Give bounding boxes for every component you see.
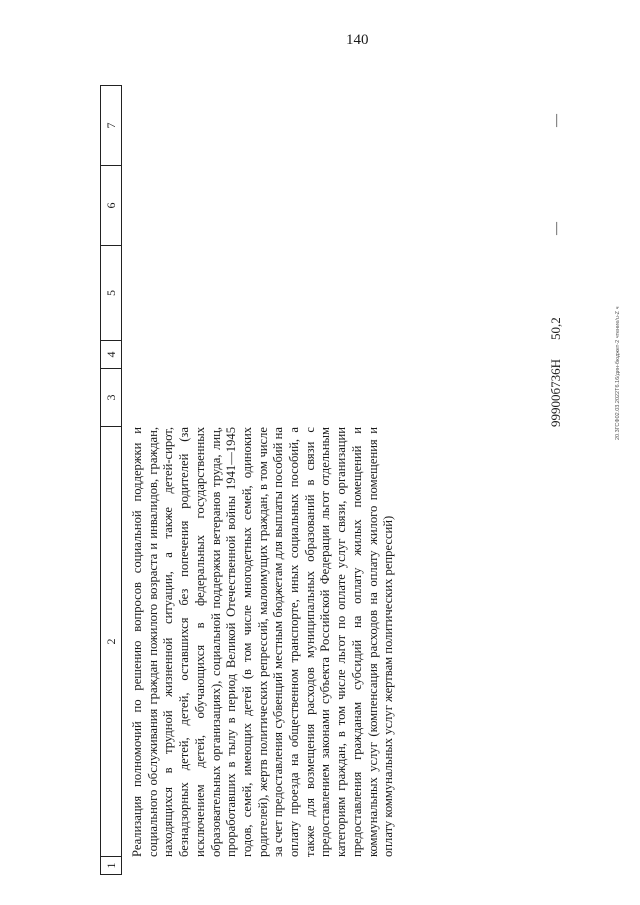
budget-table bbox=[100, 85, 580, 875]
row-col7: — bbox=[548, 114, 563, 127]
row-description: Реализация полномочий по решению вопросов социальной поддержки и социального обслуживания граждан пожилого возраста и инвалидов, граждан, находящихся в трудной жизненной ситуации, а также детей-сирот, безнадзорных детей, детей, оставшихся без попечения родителей (за исключением детей, обучающихся в федеральных государственных образовательных организациях), социальной поддержки ветеранов труда, лиц, проработавших в тылу в период Великой Отечественной войны 1941—1945 годов, семей, имеющих детей (в том числе многодетных семей, одиноких родителей), жертв политических репрессий, малоимущих граждан, в том числе за счет предоставления субвенций местным бюджетам для выплаты пособий на оплату проезда на общественном транспорте, иных социальных пособий, а также для возмещения расходов муниципальных образований в связи с предоставлением законами субъекта Российской Федерации льгот отдельным категориям граждан, в том числе льгот по оплате услуг связи, организации предоставления гражданам субсидий на оплату жилых помещений и коммунальных услуг (компенсация расходов на оплату жилого помещения и оплату коммунальных услуг жертвам политических репрессий) bbox=[130, 427, 396, 857]
table-header-row bbox=[100, 85, 122, 875]
row-amount: 50,2 bbox=[548, 317, 563, 340]
column-header-7: 7 bbox=[101, 85, 121, 166]
column-header-3: 3 bbox=[101, 369, 121, 427]
row-code: 99900б736Н bbox=[548, 358, 563, 427]
page-number: 140 bbox=[346, 32, 369, 48]
column-header-6: 6 bbox=[101, 166, 121, 246]
column-header-1: 1 bbox=[101, 857, 121, 875]
column-header-2: 2 bbox=[101, 427, 121, 857]
table-row-values bbox=[548, 85, 568, 875]
column-header-5: 5 bbox=[101, 246, 121, 341]
rotated-table-page bbox=[100, 85, 580, 875]
column-header-4: 4 bbox=[101, 341, 121, 369]
row-col6: — bbox=[548, 222, 563, 235]
side-note: 20.3ГСФ02.03.2022Т6.16/дин-бюджет-2 чтениe/u-Z ч bbox=[615, 306, 621, 440]
